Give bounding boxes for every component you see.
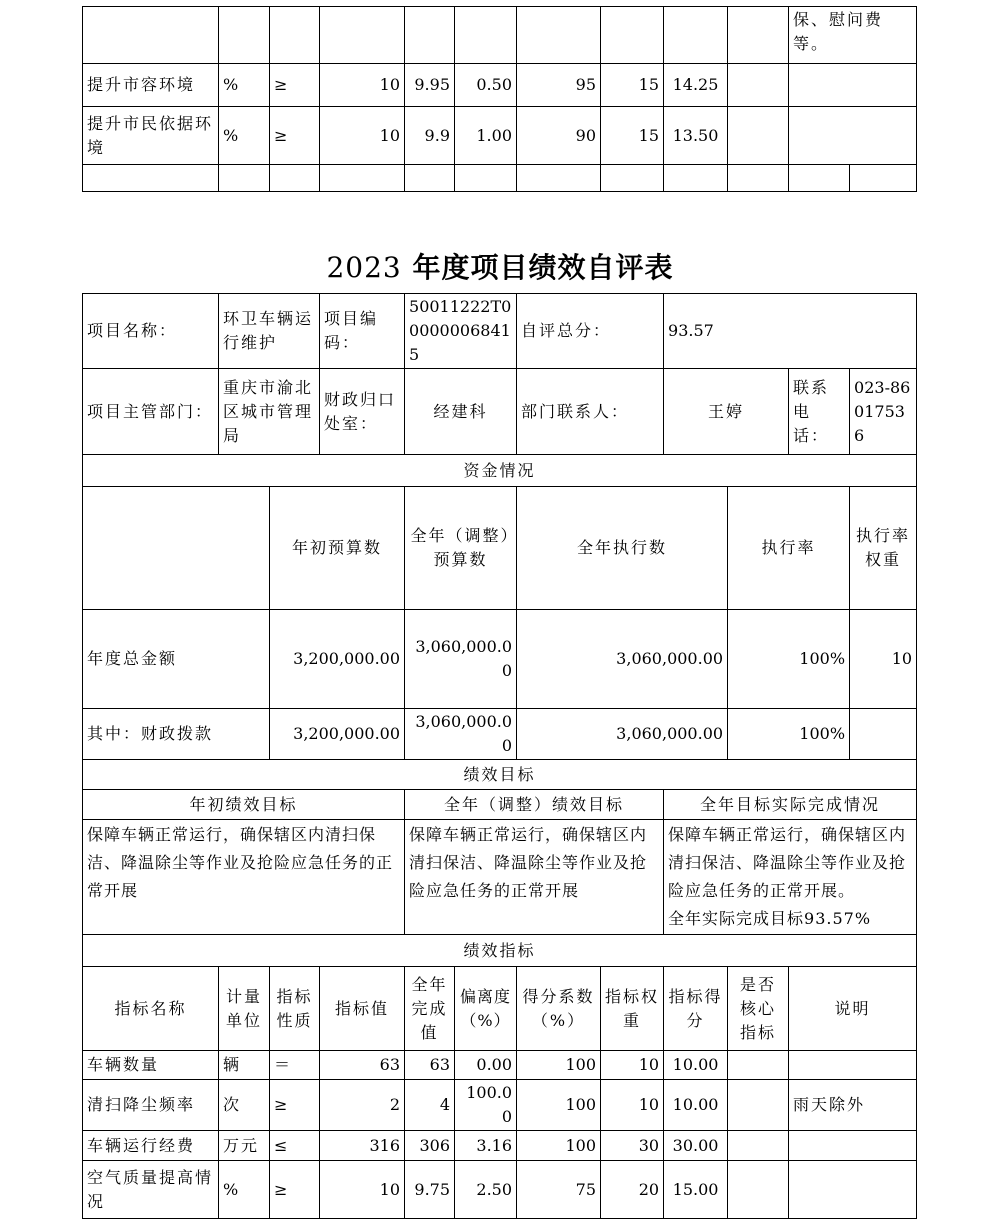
table-row (83, 610, 917, 709)
indicator-target: 63 (320, 1051, 405, 1080)
goals-actual-cell (664, 820, 917, 935)
indicators-header-deviation: 偏离度（%） (455, 967, 517, 1051)
indicator-nature: ≥ (270, 107, 320, 165)
page-title (0, 246, 1000, 286)
indicator-core (728, 1131, 789, 1161)
indicator-score: 13.50 (664, 107, 728, 165)
indicator-target: 316 (320, 1131, 405, 1161)
indicator-weight: 10 (601, 1080, 664, 1131)
indicator-score: 15.00 (664, 1161, 728, 1219)
indicator-deviation: 0.50 (455, 64, 517, 107)
funds-row-label: 年度总金额 (83, 610, 270, 709)
indicator-target: 10 (320, 64, 405, 107)
indicator-core (728, 1051, 789, 1080)
indicator-weight: 10 (601, 1051, 664, 1080)
indicator-name: 提升市容环境 (83, 64, 219, 107)
indicator-note (789, 1161, 917, 1219)
indicator-note (789, 1051, 917, 1080)
indicator-nature: ≤ (270, 1131, 320, 1161)
indicator-target: 10 (320, 1161, 405, 1219)
project-code-value: 50011222T000000068415 (405, 294, 517, 369)
table-row (83, 7, 917, 64)
goals-adjusted-text: 保障车辆正常运行，确保辖区内清扫保洁、降温除尘等作业及抢险应急任务的正常开展 (405, 820, 664, 935)
indicators-header-unit: 计量单位 (219, 967, 270, 1051)
dept-label: 项目主管部门： (83, 369, 219, 455)
goals-actual-summary: 全年实际完成目标93.57% (668, 909, 872, 928)
contact-value: 王婷 (664, 369, 789, 455)
table-row (83, 294, 917, 369)
project-name-value: 环卫车辆运行维护 (219, 294, 320, 369)
indicators-header-target: 指标值 (320, 967, 405, 1051)
indicator-coef: 90 (517, 107, 601, 165)
indicator-name: 空气质量提高情况 (83, 1161, 219, 1219)
indicator-name: 提升市民依据环境 (83, 107, 219, 165)
table-row (83, 709, 917, 760)
goals-section-header: 绩效目标 (83, 760, 917, 790)
indicator-core (728, 64, 789, 107)
indicator-score: 14.25 (664, 64, 728, 107)
table-row (83, 790, 917, 820)
indicator-nature: ＝ (270, 1051, 320, 1080)
indicator-target: 10 (320, 107, 405, 165)
indicator-note (789, 64, 917, 107)
indicator-core (728, 1161, 789, 1219)
indicator-unit: % (219, 107, 270, 165)
indicator-note (789, 1131, 917, 1161)
indicator-unit: 万元 (219, 1131, 270, 1161)
funds-weight (850, 709, 917, 760)
indicator-unit: 次 (219, 1080, 270, 1131)
indicator-weight: 30 (601, 1131, 664, 1161)
indicator-weight: 20 (601, 1161, 664, 1219)
indicator-table-continued (82, 6, 917, 192)
table-row (83, 760, 917, 790)
indicator-coef: 95 (517, 64, 601, 107)
funds-header-rate: 执行率 (728, 487, 850, 610)
funds-row-label: 其中：财政拨款 (83, 709, 270, 760)
indicator-name: 车辆数量 (83, 1051, 219, 1080)
table-row (83, 455, 917, 487)
indicators-header-core: 是否核心指标 (728, 967, 789, 1051)
project-code-label: 项目编码： (320, 294, 405, 369)
funds-rate: 100% (728, 610, 850, 709)
table-row (83, 64, 917, 107)
funds-executed: 3,060,000.00 (517, 610, 728, 709)
indicator-deviation: 2.50 (455, 1161, 517, 1219)
indicator-score: 10.00 (664, 1051, 728, 1080)
phone-label: 联系电话： (789, 369, 850, 455)
continued-note: 保、慰问费等。 (789, 7, 917, 64)
indicator-unit: 辆 (219, 1051, 270, 1080)
indicator-core (728, 1080, 789, 1131)
funds-initial: 3,200,000.00 (270, 610, 405, 709)
funds-adjusted: 3,060,000.00 (405, 610, 517, 709)
title-year: 2023 (326, 251, 402, 284)
indicator-actual: 9.75 (405, 1161, 455, 1219)
funds-header-weight: 执行率权重 (850, 487, 917, 610)
goals-actual-text: 保障车辆正常运行，确保辖区内清扫保洁、降温除尘等作业及抢险应急任务的正常开展。 (668, 825, 907, 900)
indicator-actual: 9.9 (405, 107, 455, 165)
self-score-label: 自评总分： (517, 294, 664, 369)
table-row (83, 107, 917, 165)
funds-header-executed: 全年执行数 (517, 487, 728, 610)
self-score-value: 93.57 (664, 294, 917, 369)
indicator-name: 清扫降尘频率 (83, 1080, 219, 1131)
funds-initial: 3,200,000.00 (270, 709, 405, 760)
funds-section-header: 资金情况 (83, 455, 917, 487)
table-row (83, 820, 917, 935)
indicator-score: 10.00 (664, 1080, 728, 1131)
indicator-coef: 100 (517, 1080, 601, 1131)
office-value: 经建科 (405, 369, 517, 455)
table-row (83, 1080, 917, 1131)
indicator-weight: 15 (601, 107, 664, 165)
table-row (83, 935, 917, 967)
indicator-name: 车辆运行经费 (83, 1131, 219, 1161)
contact-label: 部门联系人： (517, 369, 664, 455)
evaluation-table (82, 293, 917, 1219)
indicator-actual: 4 (405, 1080, 455, 1131)
title-text: 年度项目绩效自评表 (412, 251, 674, 284)
indicator-coef: 75 (517, 1161, 601, 1219)
table-row (83, 165, 917, 192)
funds-header-adjusted: 全年（调整）预算数 (405, 487, 517, 610)
indicators-header-score: 指标得分 (664, 967, 728, 1051)
indicator-note: 雨天除外 (789, 1080, 917, 1131)
table-row (83, 487, 917, 610)
indicator-unit: % (219, 64, 270, 107)
indicators-header-note: 说明 (789, 967, 917, 1051)
office-label: 财政归口处室： (320, 369, 405, 455)
table-row (83, 369, 917, 455)
indicator-weight: 15 (601, 64, 664, 107)
indicator-actual: 63 (405, 1051, 455, 1080)
indicators-header-name: 指标名称 (83, 967, 219, 1051)
indicator-deviation: 100.00 (455, 1080, 517, 1131)
indicator-deviation: 3.16 (455, 1131, 517, 1161)
funds-executed: 3,060,000.00 (517, 709, 728, 760)
table-row (83, 967, 917, 1051)
funds-header-initial: 年初预算数 (270, 487, 405, 610)
indicators-header-coef: 得分系数（%） (517, 967, 601, 1051)
funds-rate: 100% (728, 709, 850, 760)
dept-value: 重庆市渝北区城市管理局 (219, 369, 320, 455)
indicator-target: 2 (320, 1080, 405, 1131)
indicator-coef: 100 (517, 1051, 601, 1080)
table-row (83, 1051, 917, 1080)
indicator-deviation: 1.00 (455, 107, 517, 165)
indicator-core (728, 107, 789, 165)
indicators-section-header: 绩效指标 (83, 935, 917, 967)
funds-adjusted: 3,060,000.00 (405, 709, 517, 760)
indicator-deviation: 0.00 (455, 1051, 517, 1080)
indicators-header-nature: 指标性质 (270, 967, 320, 1051)
indicator-actual: 306 (405, 1131, 455, 1161)
indicator-unit: % (219, 1161, 270, 1219)
goals-header-initial: 年初绩效目标 (83, 790, 405, 820)
table-row (83, 1161, 917, 1219)
indicator-note (789, 107, 917, 165)
project-name-label: 项目名称： (83, 294, 219, 369)
indicators-header-weight: 指标权重 (601, 967, 664, 1051)
indicator-nature: ≥ (270, 1080, 320, 1131)
goals-initial-text: 保障车辆正常运行，确保辖区内清扫保洁、降温除尘等作业及抢险应急任务的正常开展 (83, 820, 405, 935)
indicator-nature: ≥ (270, 64, 320, 107)
indicators-header-actual: 全年完成值 (405, 967, 455, 1051)
goals-header-adjusted: 全年（调整）绩效目标 (405, 790, 664, 820)
indicator-nature: ≥ (270, 1161, 320, 1219)
goals-header-actual: 全年目标实际完成情况 (664, 790, 917, 820)
phone-value: 023-86017536 (850, 369, 917, 455)
table-row (83, 1131, 917, 1161)
indicator-coef: 100 (517, 1131, 601, 1161)
indicator-actual: 9.95 (405, 64, 455, 107)
funds-weight: 10 (850, 610, 917, 709)
indicator-score: 30.00 (664, 1131, 728, 1161)
